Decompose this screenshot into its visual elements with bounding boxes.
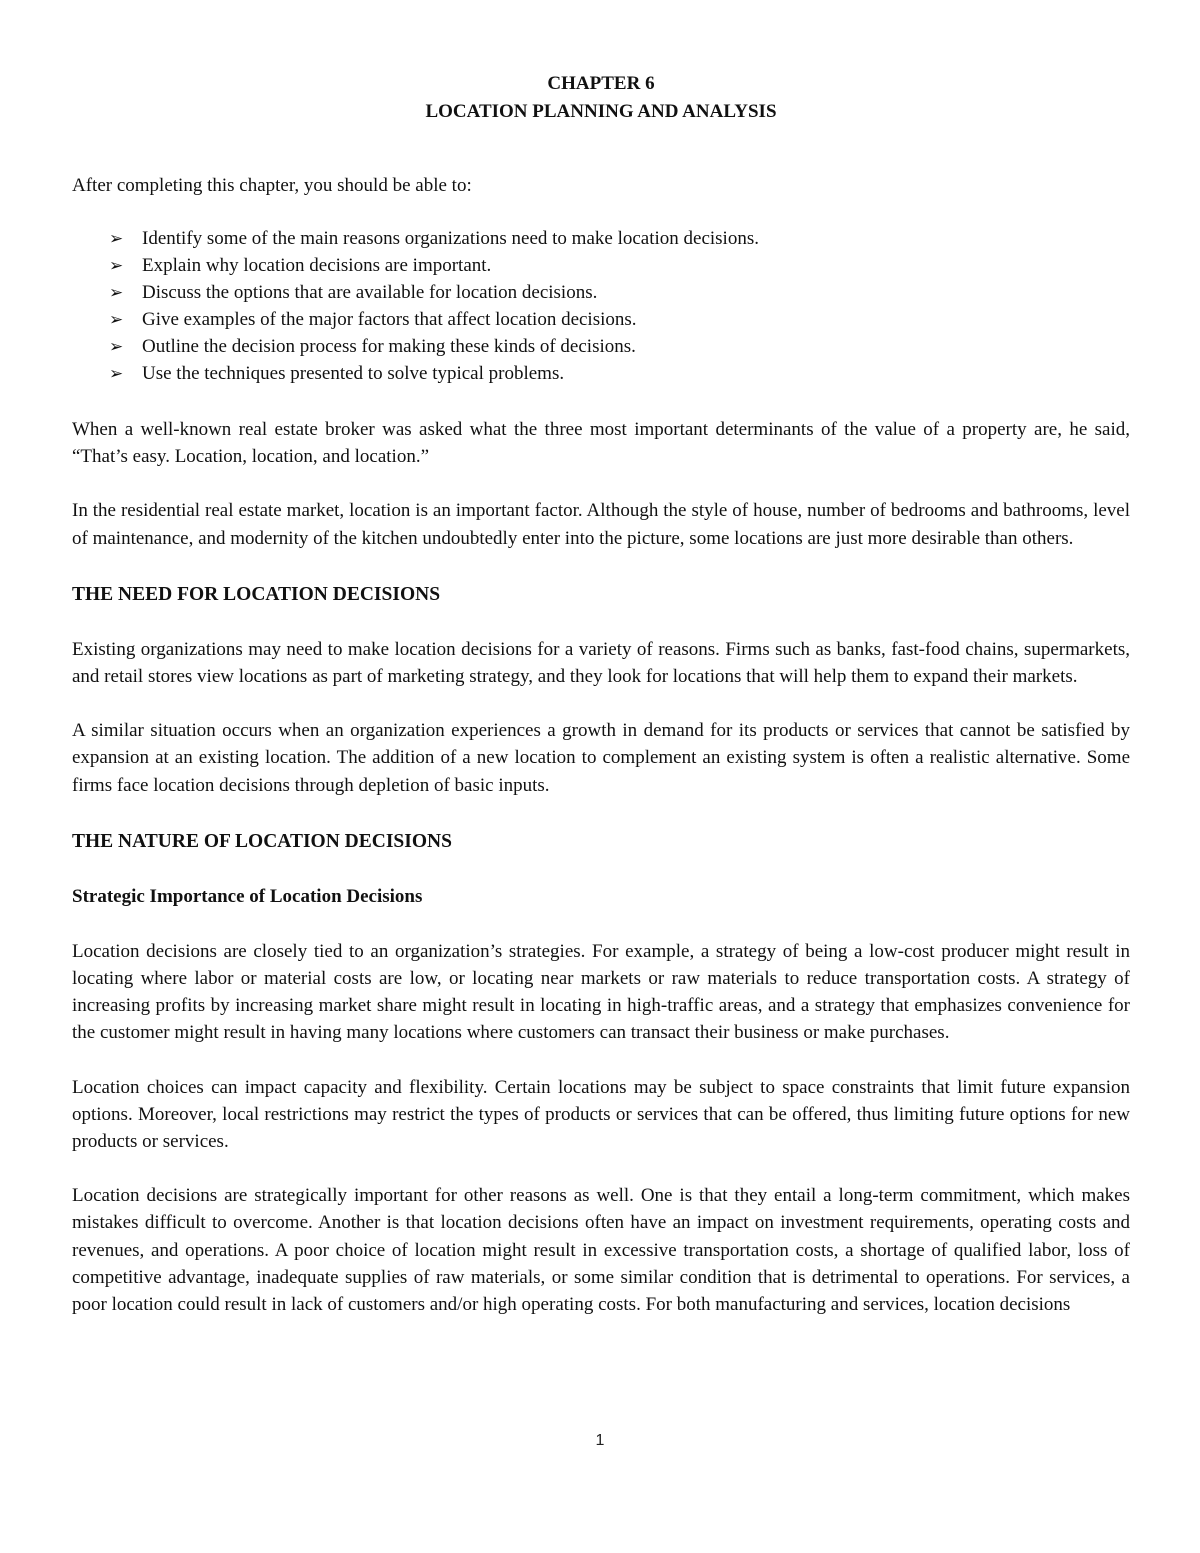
arrow-bullet-icon: ➢ <box>109 310 124 329</box>
arrow-bullet-icon: ➢ <box>109 229 124 248</box>
chapter-title: LOCATION PLANNING AND ANALYSIS <box>425 101 777 122</box>
section-heading-nature: THE NATURE OF LOCATION DECISIONS <box>72 830 452 852</box>
document-page <box>72 70 1130 1318</box>
list-item: ➢ Give examples of the major factors that affect location decisions. <box>109 306 1130 333</box>
section-heading-need: THE NEED FOR LOCATION DECISIONS <box>72 583 441 605</box>
list-item: ➢ Discuss the options that are available for location decisions. <box>109 279 1130 306</box>
paragraph-residential-market: In the residential real estate market, location is an important factor. Although the style of house, number of bedrooms and bathrooms, level of maintenance, and modernity of the kitchen undoubtedly enter into the picture, some locations are just more desirable than others. <box>72 500 1130 549</box>
arrow-bullet-icon: ➢ <box>109 256 124 275</box>
page-number: 1 <box>595 1432 605 1449</box>
objectives-intro: After completing this chapter, you should be able to: <box>72 175 472 196</box>
list-item: ➢ Use the techniques presented to solve typical problems. <box>109 360 1130 387</box>
arrow-bullet-icon: ➢ <box>109 283 124 302</box>
list-item: ➢ Explain why location decisions are important. <box>109 252 1130 279</box>
paragraph-strategic-reasons: Location decisions are strategically important for other reasons as well. One is that they entail a long-term commitment, which makes mistakes difficult to overcome. Another is that location decisions often have an impact on investment requirements, operating costs and revenues, and operations. A poor choice of location might result in excessive transportation costs, a shortage of qualified labor, loss of competitive advantage, inadequate supplies of raw materials, or some similar condition that is detrimental to operations. For services, a poor location could result in lack of customers and/or high operating costs. For both manufacturing and services, location decisions <box>72 1185 1130 1316</box>
chapter-number: CHAPTER 6 <box>547 73 655 94</box>
subsection-heading-strategic: Strategic Importance of Location Decisions <box>72 885 423 907</box>
list-item: ➢ Identify some of the main reasons organizations need to make location decisions. <box>109 225 1130 252</box>
paragraph-existing-organizations: Existing organizations may need to make location decisions for a variety of reasons. Firms such as banks, fast-food chains, supermarkets, and retail stores view locations as part of marketing strategy, and they look for locations that will help them to expand their markets. <box>72 638 1130 688</box>
paragraph-capacity-flexibility: Location choices can impact capacity and flexibility. Certain locations may be subject to space constraints that limit future expansion options. Moreover, local restrictions may restrict the types of products or services that can be offered, thus limiting future options for new products or services. <box>72 1076 1130 1153</box>
objectives-list <box>72 225 1130 387</box>
arrow-bullet-icon: ➢ <box>109 337 124 356</box>
paragraph-similar-situation: A similar situation occurs when an organization experiences a growth in demand for its products or services that cannot be satisfied by expansion at an existing location. The addition of a new location to complement an existing system is often a realistic alternative. Some firms face location decisions through depletion of basic inputs. <box>72 720 1130 796</box>
list-item: ➢ Outline the decision process for making these kinds of decisions. <box>109 333 1130 360</box>
paragraph-broker-quote: When a well-known real estate broker was asked what the three most important determinants of the value of a property are, he said, “That’s easy. Location, location, and location.” <box>72 419 1130 468</box>
arrow-bullet-icon: ➢ <box>109 364 124 383</box>
paragraph-strategies: Location decisions are closely tied to an organization’s strategies. For example, a strategy of being a low-cost producer might result in locating where labor or material costs are low, or locating near markets or raw materials to reduce transportation costs. A strategy of increasing profits by increasing market share might result in locating in high-traffic areas, and a strategy that emphasizes convenience for the customer might result in having many locations where customers can transact their business or make purchases. <box>72 940 1130 1044</box>
